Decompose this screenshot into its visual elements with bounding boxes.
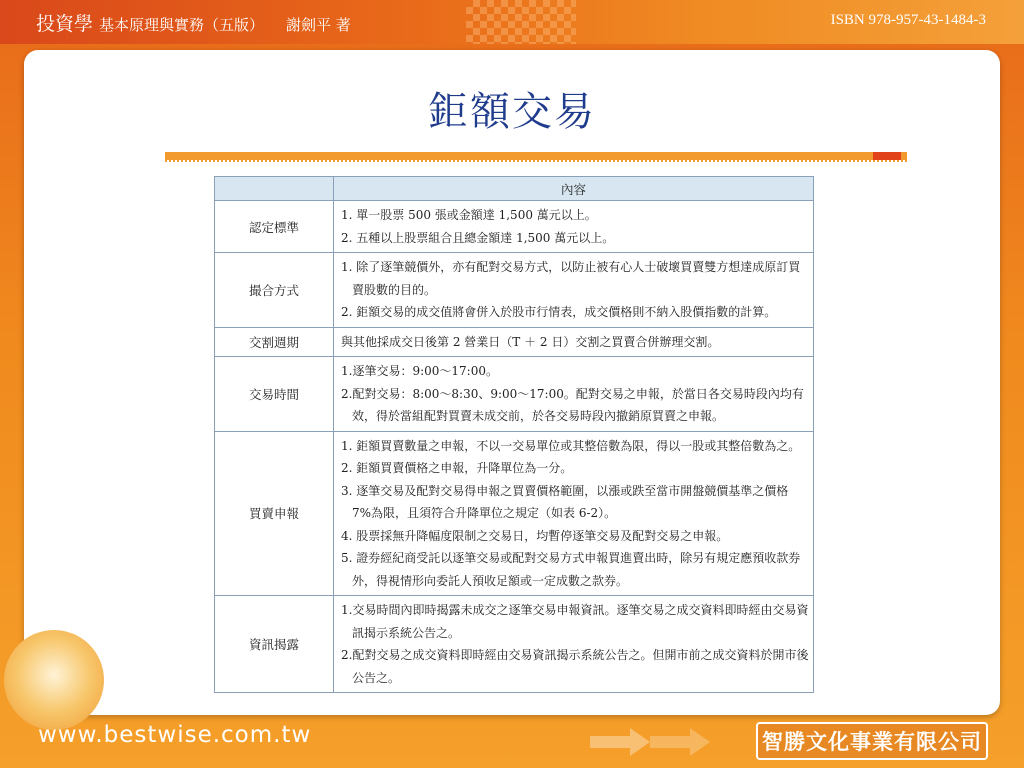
table-row [215,201,814,253]
content-item: 4. 股票採無升降幅度限制之交易日，均暫停逐筆交易及配對交易之申報。 [341,528,729,543]
content-item: 2. 鉅額交易的成交值將會併入於股市行情表，成交價格則不納入股價指數的計算。 [341,305,777,319]
row-content [334,431,814,596]
row-content [334,201,814,253]
content-item: 1. 除了逐筆競價外，亦有配對交易方式，以防止被有心人士破壞買賣雙方想達成原訂買賣股數的目的。 [341,260,801,297]
table-header-content: 內容 [334,177,814,201]
row-content [334,357,814,432]
book-author: 謝劍平 著 [286,16,351,34]
table-row [215,596,814,693]
table-row [215,431,814,596]
content-item: 1. 鉅額買賣數量之申報，不以一交易單位或其整倍數為限，得以一股或其整倍數為之。 [341,438,801,453]
table-row [215,327,814,357]
content-item: 與其他採成交日後第 2 營業日（T ＋ 2 日）交割之買賣合併辦理交割。 [341,334,720,349]
block-trade-table [214,176,814,693]
table-row [215,253,814,328]
slide-title: 鉅額交易 [428,89,596,135]
content-item: 2. 鉅額買賣價格之申報，升降單位為一分。 [341,461,573,475]
table-body [215,201,814,693]
table-row [215,357,814,432]
row-label: 撮合方式 [215,253,334,328]
book-subtitle: 基本原理與實務（五版） [99,16,265,34]
row-content [334,253,814,328]
table-header-row [215,177,814,201]
row-content [334,596,814,693]
table-header-label [215,177,334,201]
row-label: 交易時間 [215,357,334,432]
row-label: 買賣申報 [215,431,334,596]
row-label: 認定標準 [215,201,334,253]
title-rule [165,152,907,160]
company-name: 智勝文化事業有限公司 [756,722,988,760]
content-item: 1.交易時間內即時揭露未成交之逐筆交易申報資訊。逐筆交易之成交資料即時經由交易資訊揭示系統公告之。 [341,603,809,640]
book-brand: 投資學 [36,13,94,35]
content-item: 5. 證券經紀商受託以逐筆交易或配對交易方式申報買進賣出時，除另有規定應預收款券外，得視情形向委託人預收足額或一定成數之款券。 [341,551,801,588]
checker-pattern [466,0,576,44]
arrows-decoration [590,722,740,762]
content-item: 1. 單一股票 500 張或金額達 1,500 萬元以上。 [341,208,597,222]
row-content [334,327,814,357]
row-label: 資訊揭露 [215,596,334,693]
coins-icon [4,630,104,730]
content-item: 3. 逐筆交易及配對交易得申報之買賣價格範圍，以漲或跌至當市開盤競價基準之價格 7%為限，且須符合升降單位之規定（如表 6-2）。 [341,483,789,520]
content-item: 2.配對交易之成交資料即時經由交易資訊揭示系統公告之。但開市前之成交資料於開市後公告之。 [341,648,809,685]
content-item: 1.逐筆交易：9:00～17:00。 [341,364,498,378]
title-rule-accent [873,152,901,160]
footer-url: www.bestwise.com.tw [38,722,312,748]
header-bar [0,0,1024,44]
title-rule-dots [165,160,907,162]
content-item: 2.配對交易：8:00～8:30、9:00～17:00。配對交易之申報，於當日各交易時段內均有效，得於當組配對買賣未成交前，於各交易時段內撤銷原買賣之申報。 [341,386,804,423]
book-info [36,9,351,36]
isbn: ISBN 978-957-43-1484-3 [830,12,986,28]
content-item: 2. 五種以上股票組合且總金額達 1,500 萬元以上。 [341,230,615,245]
row-label: 交割週期 [215,327,334,357]
